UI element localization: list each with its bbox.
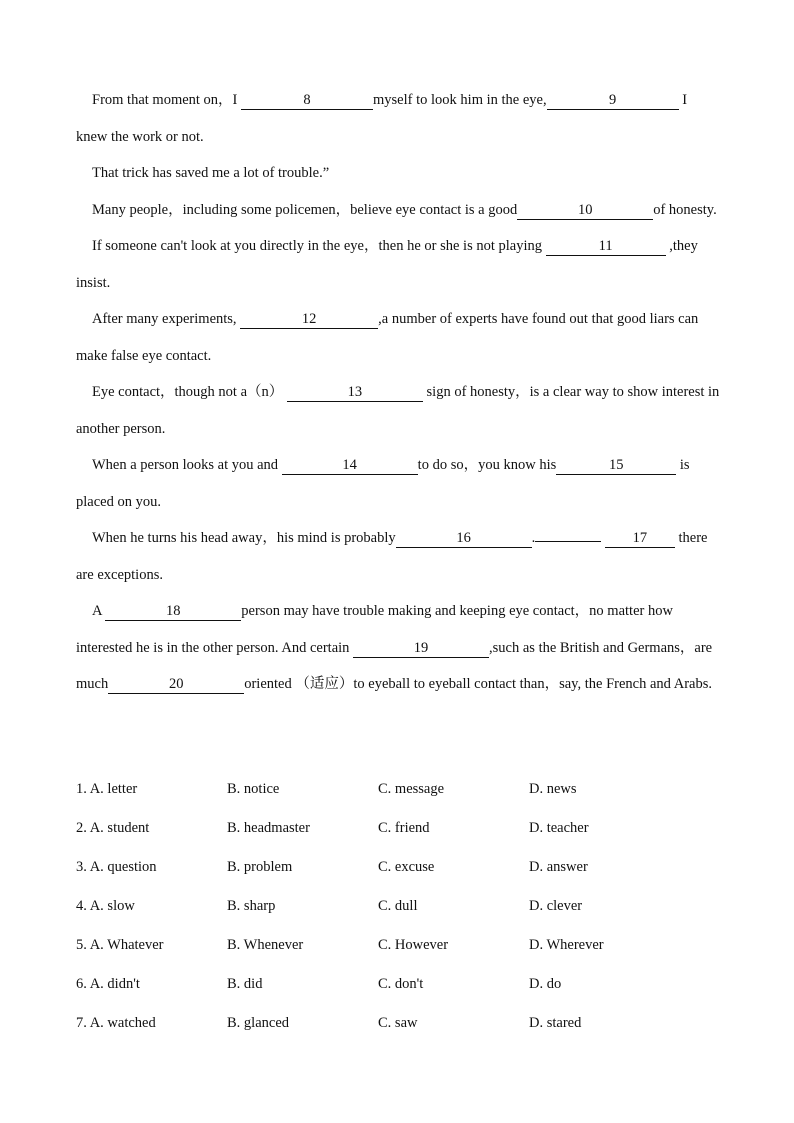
passage-paragraph [76, 593, 720, 703]
question-option-row [76, 887, 726, 926]
passage-paragraph [76, 228, 720, 301]
answer-choice[interactable]: B. problem [227, 859, 293, 875]
answer-choice[interactable]: C. However [378, 937, 449, 953]
answer-choice[interactable]: D. news [529, 781, 577, 797]
passage-paragraph [76, 374, 720, 447]
passage-text: That trick has saved me a lot of trouble.” [92, 165, 330, 181]
answer-choice[interactable]: D. clever [529, 898, 583, 914]
answer-choice[interactable]: B. Whenever [227, 937, 304, 953]
answer-blank[interactable] [535, 541, 601, 542]
answer-choice[interactable]: D. answer [529, 859, 588, 875]
answer-choice[interactable]: C. excuse [378, 859, 435, 875]
passage-text: myself to look him in the eye, [373, 92, 547, 108]
answer-choice[interactable]: 4. A. slow [76, 898, 135, 914]
passage-text: I knew the work or not. [76, 92, 688, 145]
answer-blank[interactable]: 10 [517, 201, 653, 220]
answer-choice[interactable]: C. saw [378, 1015, 418, 1031]
answer-choice[interactable]: B. glanced [227, 1015, 290, 1031]
passage-paragraph [76, 301, 720, 374]
cloze-passage [76, 82, 720, 703]
passage-text: there are exceptions. [76, 530, 708, 583]
answer-choice[interactable]: C. don't [378, 976, 424, 992]
answer-blank[interactable]: 11 [546, 237, 666, 256]
answer-choice[interactable]: C. message [378, 781, 445, 797]
passage-text: When a person looks at you and [92, 457, 282, 473]
answer-choice[interactable]: 3. A. question [76, 859, 157, 875]
answer-blank[interactable]: 9 [547, 91, 679, 110]
answer-blank[interactable]: 12 [240, 310, 378, 329]
passage-paragraph [76, 82, 720, 155]
answer-choice[interactable]: 5. A. Whatever [76, 937, 164, 953]
answer-choice[interactable]: D. stared [529, 1015, 582, 1031]
passage-text: Many people，including some policemen，believe eye contact is a good [92, 201, 518, 218]
question-option-row [76, 965, 726, 1004]
answer-choice[interactable]: C. dull [378, 898, 418, 914]
answer-blank[interactable]: 14 [282, 456, 418, 475]
answer-choice[interactable]: C. friend [378, 820, 430, 836]
answer-choice[interactable]: D. do [529, 976, 562, 992]
passage-text: oriented （适应）to eyeball to eyeball contact than，say, the French and Arabs. [244, 676, 712, 692]
passage-text: ,a number of experts have found out that good liars can make false eye contact. [76, 311, 699, 364]
passage-text: of honesty. [653, 201, 717, 218]
answer-blank[interactable]: 19 [353, 639, 489, 658]
passage-text: is placed on you. [76, 457, 690, 510]
answer-blank[interactable]: 16 [396, 529, 532, 548]
answer-options [76, 770, 726, 1043]
passage-text: sign of honesty，is a clear way to show interest in another person. [76, 384, 720, 437]
answer-choice[interactable]: B. sharp [227, 898, 276, 914]
passage-text: A [92, 603, 106, 619]
answer-blank[interactable]: 13 [287, 383, 423, 402]
answer-choice[interactable]: 6. A. didn't [76, 976, 140, 992]
question-option-row [76, 1004, 726, 1043]
answer-blank[interactable]: 15 [556, 456, 676, 475]
passage-text: When he turns his head away，his mind is probably [92, 530, 396, 546]
answer-choice[interactable]: B. notice [227, 781, 280, 797]
answer-blank[interactable]: 17 [605, 529, 675, 548]
passage-paragraph [76, 520, 720, 593]
passage-text: person may have trouble making and keeping eye contact，no matter how interested he is in the other person. And certain [76, 603, 673, 656]
answer-choice[interactable]: 2. A. student [76, 820, 150, 836]
passage-paragraph [76, 192, 720, 229]
passage-paragraph [76, 155, 720, 192]
question-option-row [76, 926, 726, 965]
question-option-row [76, 848, 726, 887]
passage-text: If someone can't look at you directly in the eye，then he or she is not playing [92, 238, 546, 254]
answer-blank[interactable]: 20 [108, 675, 244, 694]
answer-blank[interactable]: 18 [105, 602, 241, 621]
answer-choice[interactable]: 1. A. letter [76, 781, 138, 797]
question-option-row [76, 770, 726, 809]
answer-choice[interactable]: D. teacher [529, 820, 589, 836]
question-option-row [76, 809, 726, 848]
passage-text: . [531, 530, 536, 546]
answer-choice[interactable]: D. Wherever [529, 937, 604, 953]
passage-paragraph [76, 447, 720, 520]
passage-text: Eye contact，though not a（n） [92, 384, 287, 400]
answer-choice[interactable]: B. did [227, 976, 263, 992]
passage-text: From that moment on，I [92, 92, 242, 108]
answer-choice[interactable]: B. headmaster [227, 820, 310, 836]
passage-text: After many experiments, [92, 311, 241, 327]
passage-text: to do so，you know his [417, 457, 557, 473]
answer-choice[interactable]: 7. A. watched [76, 1015, 156, 1031]
passage-text: ,they insist. [76, 238, 698, 291]
answer-blank[interactable]: 8 [241, 91, 373, 110]
passage-text: ,such as the British and Germans，are much [76, 639, 713, 692]
